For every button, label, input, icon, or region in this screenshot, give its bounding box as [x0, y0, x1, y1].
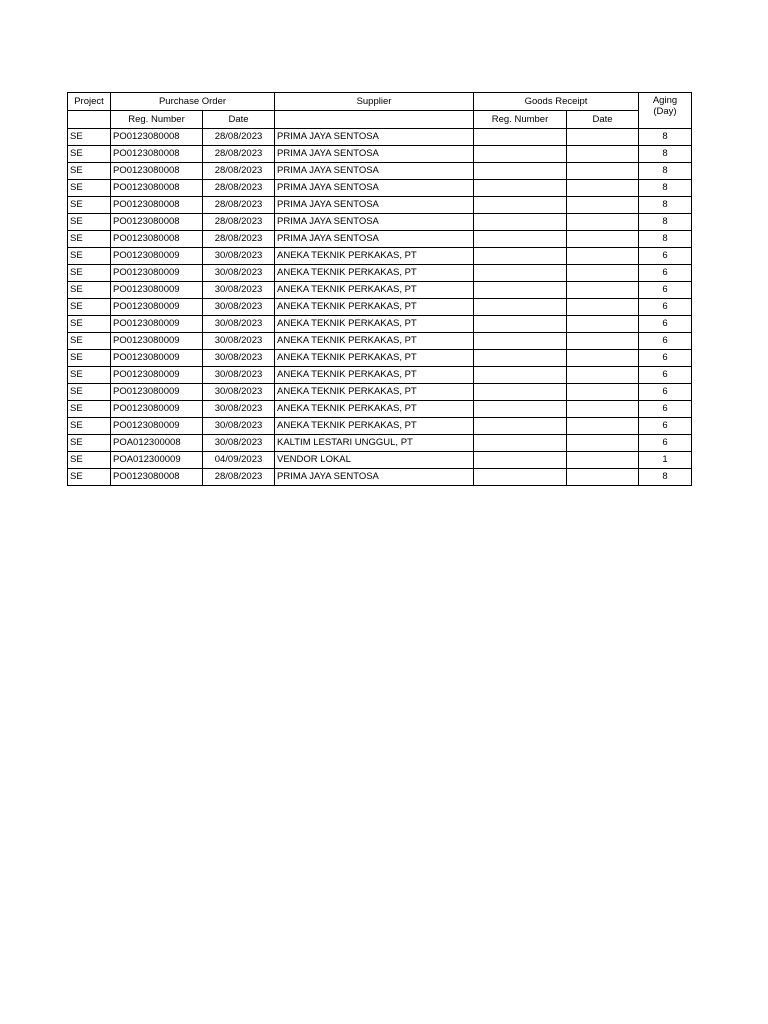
table-row [68, 248, 692, 265]
table-row [68, 265, 692, 282]
po-date-cell: 28/08/2023 [203, 129, 275, 146]
aging-header-line-1: Aging [652, 95, 678, 106]
aging-header-line-2: (Day) [653, 105, 677, 117]
po-reg-number-cell: PO0123080008 [111, 146, 203, 163]
gr-reg-number-cell [474, 469, 567, 486]
table-row [68, 163, 692, 180]
po-reg-number-cell: PO0123080009 [111, 333, 203, 350]
supplier-cell: ANEKA TEKNIK PERKAKAS, PT [275, 401, 474, 418]
po-reg-number-cell: PO0123080008 [111, 231, 203, 248]
table-row [68, 401, 692, 418]
gr-date-header: Date [567, 111, 639, 129]
po-reg-number-cell: PO0123080009 [111, 367, 203, 384]
project-cell: SE [68, 129, 111, 146]
header-row-1 [68, 93, 692, 111]
header-row-2 [68, 111, 692, 129]
po-date-cell: 30/08/2023 [203, 367, 275, 384]
table-row [68, 129, 692, 146]
supplier-cell: KALTIM LESTARI UNGGUL, PT [275, 435, 474, 452]
po-date-cell: 30/08/2023 [203, 384, 275, 401]
gr-date-cell [567, 384, 639, 401]
po-reg-number-cell: PO0123080008 [111, 129, 203, 146]
gr-date-cell [567, 231, 639, 248]
goods-receipt-header: Goods Receipt [474, 93, 639, 111]
aging-cell: 6 [639, 384, 692, 401]
table-row [68, 367, 692, 384]
purchase-order-header: Purchase Order [111, 93, 275, 111]
gr-date-cell [567, 452, 639, 469]
table-row [68, 214, 692, 231]
po-date-cell: 30/08/2023 [203, 248, 275, 265]
project-cell: SE [68, 282, 111, 299]
project-cell: SE [68, 299, 111, 316]
gr-reg-number-cell [474, 333, 567, 350]
supplier-cell: ANEKA TEKNIK PERKAKAS, PT [275, 367, 474, 384]
table-row [68, 418, 692, 435]
supplier-cell: ANEKA TEKNIK PERKAKAS, PT [275, 350, 474, 367]
table-row [68, 282, 692, 299]
table-row [68, 384, 692, 401]
gr-date-cell [567, 214, 639, 231]
supplier-cell: PRIMA JAYA SENTOSA [275, 180, 474, 197]
po-date-cell: 04/09/2023 [203, 452, 275, 469]
gr-date-cell [567, 163, 639, 180]
po-reg-number-cell: PO0123080009 [111, 316, 203, 333]
po-reg-number-cell: PO0123080008 [111, 469, 203, 486]
project-cell: SE [68, 333, 111, 350]
project-cell: SE [68, 197, 111, 214]
gr-date-cell [567, 129, 639, 146]
supplier-cell: VENDOR LOKAL [275, 452, 474, 469]
po-reg-number-cell: PO0123080008 [111, 197, 203, 214]
aging-cell: 6 [639, 299, 692, 316]
supplier-cell: PRIMA JAYA SENTOSA [275, 231, 474, 248]
po-date-cell: 28/08/2023 [203, 469, 275, 486]
supplier-cell: ANEKA TEKNIK PERKAKAS, PT [275, 418, 474, 435]
po-date-cell: 30/08/2023 [203, 401, 275, 418]
gr-reg-number-cell [474, 214, 567, 231]
supplier-cell: PRIMA JAYA SENTOSA [275, 129, 474, 146]
gr-reg-number-cell [474, 265, 567, 282]
gr-reg-number-cell [474, 418, 567, 435]
gr-date-cell [567, 435, 639, 452]
project-header: Project [68, 93, 111, 111]
table-body [68, 129, 692, 486]
po-reg-number-cell: PO0123080009 [111, 248, 203, 265]
project-cell: SE [68, 248, 111, 265]
project-cell: SE [68, 214, 111, 231]
supplier-cell: PRIMA JAYA SENTOSA [275, 469, 474, 486]
table-row [68, 350, 692, 367]
project-cell: SE [68, 384, 111, 401]
aging-cell: 1 [639, 452, 692, 469]
supplier-cell: ANEKA TEKNIK PERKAKAS, PT [275, 282, 474, 299]
po-reg-number-cell: PO0123080008 [111, 214, 203, 231]
aging-cell: 6 [639, 333, 692, 350]
supplier-cell: PRIMA JAYA SENTOSA [275, 163, 474, 180]
aging-cell: 6 [639, 316, 692, 333]
po-reg-number-header: Reg. Number [111, 111, 203, 129]
gr-reg-number-cell [474, 248, 567, 265]
po-reg-number-cell: PO0123080009 [111, 418, 203, 435]
project-cell: SE [68, 469, 111, 486]
po-date-cell: 30/08/2023 [203, 299, 275, 316]
supplier-cell: PRIMA JAYA SENTOSA [275, 146, 474, 163]
gr-reg-number-cell [474, 367, 567, 384]
project-cell: SE [68, 350, 111, 367]
gr-date-cell [567, 197, 639, 214]
aging-cell: 8 [639, 163, 692, 180]
po-date-cell: 30/08/2023 [203, 333, 275, 350]
gr-date-cell [567, 367, 639, 384]
po-date-cell: 30/08/2023 [203, 418, 275, 435]
table-row [68, 146, 692, 163]
gr-reg-number-cell [474, 129, 567, 146]
project-cell: SE [68, 180, 111, 197]
aging-cell: 6 [639, 435, 692, 452]
po-date-cell: 28/08/2023 [203, 214, 275, 231]
po-date-cell: 28/08/2023 [203, 163, 275, 180]
po-date-cell: 30/08/2023 [203, 282, 275, 299]
gr-reg-number-cell [474, 180, 567, 197]
aging-cell: 8 [639, 129, 692, 146]
table-row [68, 452, 692, 469]
project-cell: SE [68, 265, 111, 282]
gr-date-cell [567, 418, 639, 435]
aging-cell: 6 [639, 265, 692, 282]
po-date-cell: 30/08/2023 [203, 316, 275, 333]
table-row [68, 231, 692, 248]
aging-header [639, 93, 692, 129]
supplier-cell: PRIMA JAYA SENTOSA [275, 197, 474, 214]
gr-reg-number-cell [474, 316, 567, 333]
supplier-cell: ANEKA TEKNIK PERKAKAS, PT [275, 265, 474, 282]
aging-cell: 6 [639, 367, 692, 384]
po-reg-number-cell: PO0123080009 [111, 282, 203, 299]
gr-reg-number-cell [474, 401, 567, 418]
project-cell: SE [68, 163, 111, 180]
po-reg-number-cell: PO0123080008 [111, 180, 203, 197]
gr-reg-number-cell [474, 435, 567, 452]
po-reg-number-cell: PO0123080009 [111, 265, 203, 282]
gr-date-cell [567, 248, 639, 265]
gr-reg-number-cell [474, 384, 567, 401]
po-reg-number-cell: PO0123080009 [111, 350, 203, 367]
supplier-header: Supplier [275, 93, 474, 111]
table-row [68, 469, 692, 486]
table-row [68, 316, 692, 333]
po-date-cell: 28/08/2023 [203, 197, 275, 214]
aging-cell: 8 [639, 197, 692, 214]
aging-cell: 6 [639, 248, 692, 265]
po-date-cell: 28/08/2023 [203, 231, 275, 248]
gr-date-cell [567, 282, 639, 299]
po-date-cell: 28/08/2023 [203, 146, 275, 163]
gr-reg-number-cell [474, 231, 567, 248]
gr-reg-number-cell [474, 299, 567, 316]
project-cell: SE [68, 231, 111, 248]
po-reg-number-cell: PO0123080009 [111, 299, 203, 316]
supplier-cell: ANEKA TEKNIK PERKAKAS, PT [275, 316, 474, 333]
aging-cell: 8 [639, 214, 692, 231]
table-row [68, 435, 692, 452]
po-reg-number-cell: POA012300009 [111, 452, 203, 469]
aging-cell: 6 [639, 401, 692, 418]
aging-cell: 6 [639, 282, 692, 299]
supplier-cell: ANEKA TEKNIK PERKAKAS, PT [275, 333, 474, 350]
supplier-cell: PRIMA JAYA SENTOSA [275, 214, 474, 231]
gr-date-cell [567, 333, 639, 350]
gr-reg-number-cell [474, 163, 567, 180]
gr-reg-number-cell [474, 146, 567, 163]
aging-cell: 6 [639, 418, 692, 435]
aging-cell: 8 [639, 469, 692, 486]
po-reg-number-cell: POA012300008 [111, 435, 203, 452]
gr-reg-number-cell [474, 282, 567, 299]
project-cell: SE [68, 316, 111, 333]
table-row [68, 333, 692, 350]
project-cell: SE [68, 146, 111, 163]
gr-reg-number-cell [474, 452, 567, 469]
table-row [68, 197, 692, 214]
po-reg-number-cell: PO0123080009 [111, 401, 203, 418]
purchase-order-aging-table [67, 92, 692, 486]
project-cell: SE [68, 435, 111, 452]
gr-date-cell [567, 180, 639, 197]
gr-date-cell [567, 469, 639, 486]
gr-date-cell [567, 350, 639, 367]
aging-cell: 6 [639, 350, 692, 367]
gr-date-cell [567, 401, 639, 418]
aging-cell: 8 [639, 180, 692, 197]
po-date-cell: 30/08/2023 [203, 350, 275, 367]
supplier-subheader-empty [275, 111, 474, 129]
table-row [68, 299, 692, 316]
po-date-cell: 30/08/2023 [203, 265, 275, 282]
po-date-cell: 30/08/2023 [203, 435, 275, 452]
supplier-cell: ANEKA TEKNIK PERKAKAS, PT [275, 248, 474, 265]
aging-cell: 8 [639, 146, 692, 163]
supplier-cell: ANEKA TEKNIK PERKAKAS, PT [275, 384, 474, 401]
project-cell: SE [68, 452, 111, 469]
gr-date-cell [567, 265, 639, 282]
project-cell: SE [68, 418, 111, 435]
table-header [68, 93, 692, 129]
po-date-header: Date [203, 111, 275, 129]
gr-date-cell [567, 146, 639, 163]
gr-reg-number-cell [474, 350, 567, 367]
po-date-cell: 28/08/2023 [203, 180, 275, 197]
po-reg-number-cell: PO0123080008 [111, 163, 203, 180]
gr-reg-number-header: Reg. Number [474, 111, 567, 129]
po-reg-number-cell: PO0123080009 [111, 384, 203, 401]
project-cell: SE [68, 401, 111, 418]
project-subheader-empty [68, 111, 111, 129]
gr-date-cell [567, 316, 639, 333]
project-cell: SE [68, 367, 111, 384]
gr-reg-number-cell [474, 197, 567, 214]
gr-date-cell [567, 299, 639, 316]
table-row [68, 180, 692, 197]
supplier-cell: ANEKA TEKNIK PERKAKAS, PT [275, 299, 474, 316]
aging-cell: 8 [639, 231, 692, 248]
